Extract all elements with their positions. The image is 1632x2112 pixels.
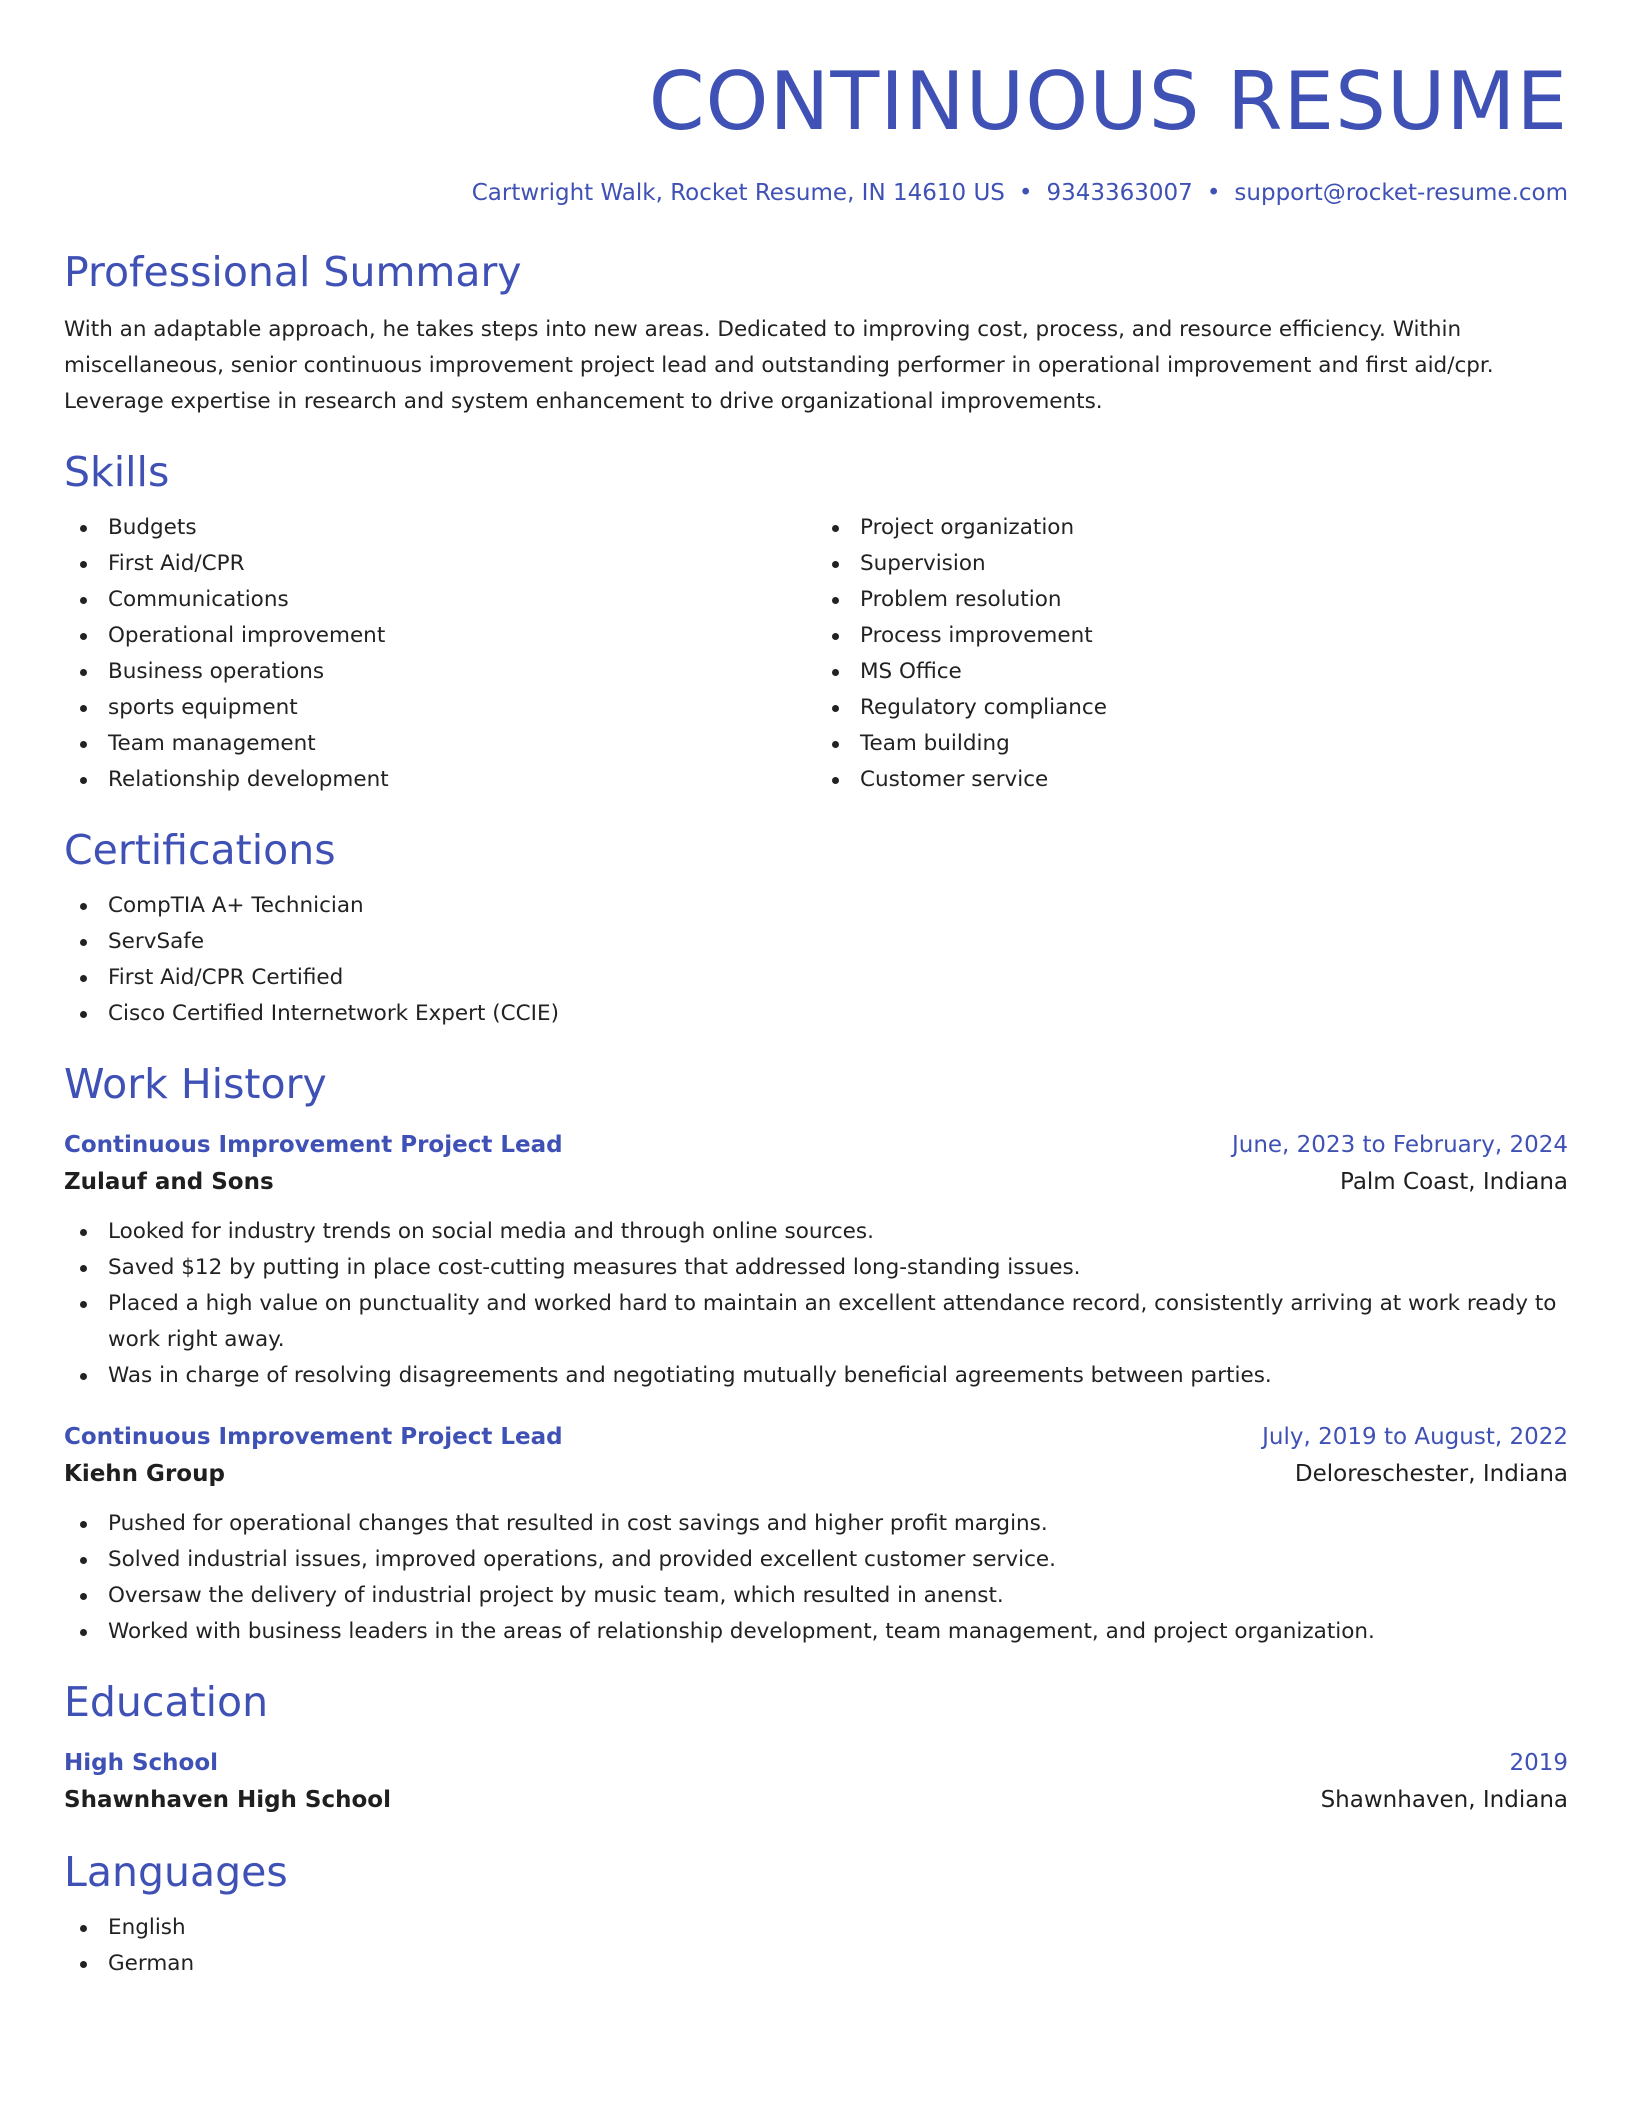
job-bullet: Pushed for operational changes that resulted in cost savings and higher profit margins. [64,1506,1568,1542]
resume-header [64,0,1568,208]
job-location: Palm Coast, Indiana [1339,1169,1568,1195]
job-company: Kiehn Group [64,1461,225,1487]
certification-item: CompTIA A+ Technician [64,888,1568,924]
skills-list-left [64,510,816,798]
job-role: Continuous Improvement Project Lead [64,1424,563,1450]
skill-item: Team building [816,726,1568,762]
summary-text: With an adaptable approach, he takes steps into new areas. Dedicated to improving cost, process, and resource efficiency. Within miscellaneous, senior continuous improvement project lead and outstanding performer in operational improvement and first aid/cpr. Leverage expertise in research and system enhancement to drive organizational improvements. [64,317,1494,414]
job-bullet: Looked for industry trends on social media and through online sources. [64,1214,1568,1250]
skill-item: Business operations [64,654,816,690]
job-bullet: Solved industrial issues, improved operations, and provided excellent customer service. [64,1542,1568,1578]
certifications-section [64,824,1568,1032]
language-item: English [64,1910,1568,1946]
section-title-work-history: Work History [64,1060,327,1108]
languages-section [64,1846,1568,1982]
education-degree: High School [64,1750,219,1776]
contact-phone: 9343363007 [1046,180,1193,206]
summary-section [64,246,1568,420]
job-bullets [64,1214,1568,1394]
skill-item: Team management [64,726,816,762]
skill-item: Communications [64,582,816,618]
contact-email: support@rocket-resume.com [1234,180,1568,206]
contact-address: Cartwright Walk, Rocket Resume, IN 14610 US [471,180,1005,206]
job-dates: July, 2019 to August, 2022 [1262,1424,1568,1450]
job-company-row [64,1454,1568,1494]
job-company-row [64,1162,1568,1202]
education-section [64,1676,1568,1820]
section-title-certifications: Certifications [64,826,336,874]
skill-item: Problem resolution [816,582,1568,618]
certification-item: Cisco Certified Internetwork Expert (CCIE) [64,996,1568,1032]
job-company: Zulauf and Sons [64,1169,274,1195]
contact-line [64,178,1568,208]
job-dates: June, 2023 to February, 2024 [1231,1132,1568,1158]
certification-item: ServSafe [64,924,1568,960]
section-title-education: Education [64,1678,269,1726]
contact-separator: • [1018,180,1033,206]
skills-grid [64,510,1568,798]
skill-item: Budgets [64,510,816,546]
education-header-row [64,1746,1568,1780]
section-title-skills: Skills [64,448,170,496]
language-item: German [64,1946,1568,1982]
job-location: Deloreschester, Indiana [1294,1461,1568,1487]
candidate-name: CONTINUOUS RESUME [648,55,1568,148]
skill-item: Project organization [816,510,1568,546]
education-year: 2019 [1509,1750,1568,1776]
skill-item: Customer service [816,762,1568,798]
section-title-summary: Professional Summary [64,248,522,296]
job-bullet: Saved $12 by putting in place cost-cutting measures that addressed long-standing issues. [64,1250,1568,1286]
certification-item: First Aid/CPR Certified [64,960,1568,996]
job-role: Continuous Improvement Project Lead [64,1132,563,1158]
skills-list-right [816,510,1568,798]
contact-separator: • [1206,180,1221,206]
skills-section [64,446,1568,798]
job-entry [64,1420,1568,1650]
skill-item: Supervision [816,546,1568,582]
job-entry [64,1128,1568,1394]
certifications-list [64,888,1568,1032]
skill-item: MS Office [816,654,1568,690]
education-school: Shawnhaven High School [64,1787,391,1813]
skill-item: Relationship development [64,762,816,798]
job-bullet: Oversaw the delivery of industrial project by music team, which resulted in anenst. [64,1578,1568,1614]
languages-list [64,1910,1568,1982]
job-bullet: Was in charge of resolving disagreements and negotiating mutually beneficial agreements between parties. [64,1358,1568,1394]
education-school-row [64,1780,1568,1820]
section-title-languages: Languages [64,1848,288,1896]
job-bullet: Placed a high value on punctuality and worked hard to maintain an excellent attendance record, consistently arriving at work ready to work right away. [64,1286,1568,1358]
skill-item: First Aid/CPR [64,546,816,582]
skill-item: sports equipment [64,690,816,726]
skill-item: Regulatory compliance [816,690,1568,726]
education-entry [64,1746,1568,1820]
job-header-row [64,1128,1568,1162]
work-history-section [64,1058,1568,1650]
job-header-row [64,1420,1568,1454]
job-bullet: Worked with business leaders in the areas of relationship development, team management, and project organization. [64,1614,1568,1650]
education-location: Shawnhaven, Indiana [1320,1787,1568,1813]
job-bullets [64,1506,1568,1650]
skill-item: Process improvement [816,618,1568,654]
skill-item: Operational improvement [64,618,816,654]
